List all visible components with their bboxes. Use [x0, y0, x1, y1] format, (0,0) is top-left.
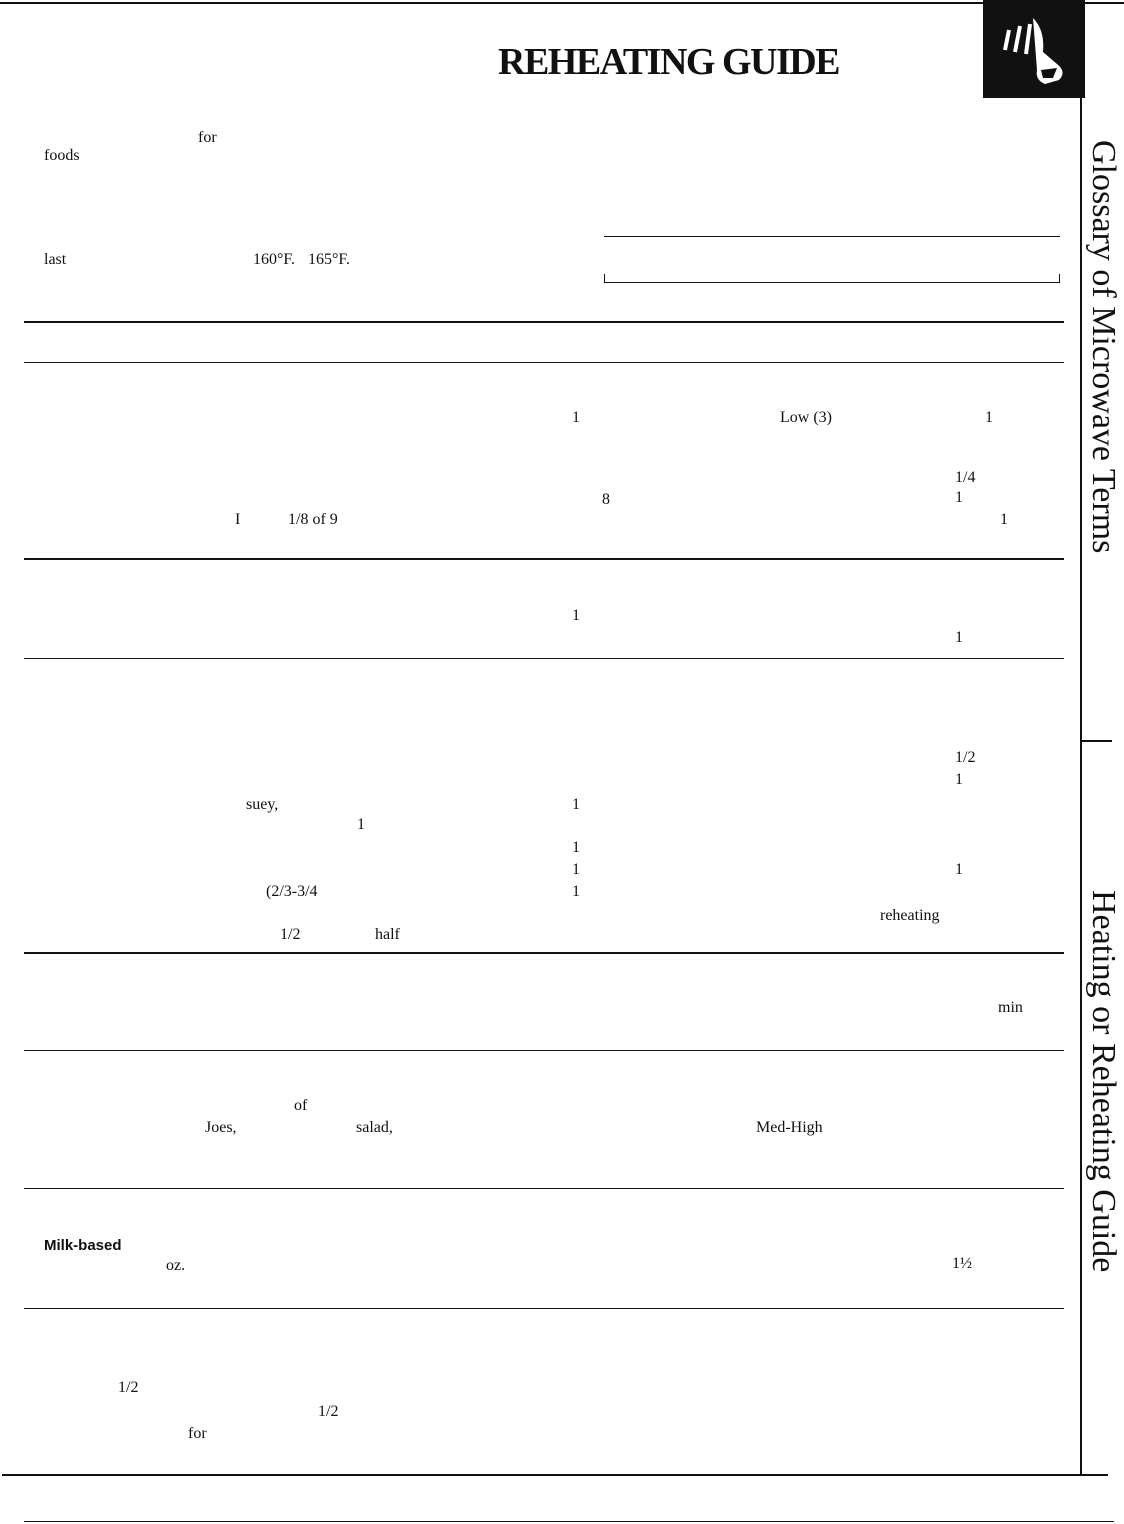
side-divider [1080, 98, 1082, 1476]
row-divider [24, 952, 1064, 954]
cell-text: 1/4 [955, 469, 976, 486]
cell-text: (2/3-3/4 [266, 883, 318, 900]
bottom-rule [2, 1474, 1108, 1476]
cell-text: 1 [1000, 511, 1008, 528]
side-tab-glossary[interactable]: Glossary of Microwave Terms [1085, 140, 1122, 554]
cell-text: for [188, 1425, 207, 1442]
intro-word: 160°F. [253, 251, 296, 268]
table-header-bottom [24, 362, 1064, 363]
cell-text: 1 [955, 489, 963, 506]
cell-text: Med-High [756, 1119, 823, 1136]
cell-text: 1 [357, 816, 365, 833]
intro-word: for [198, 129, 217, 146]
intro-word: 165°F. [308, 251, 351, 268]
side-tab-separator [1082, 740, 1112, 742]
cell-text: salad, [356, 1119, 393, 1136]
cell-text: 1 [572, 607, 580, 624]
page-title: REHEATING GUIDE [498, 41, 840, 83]
note-box-top [604, 236, 1060, 237]
cell-text: 1 [572, 839, 580, 856]
top-border [0, 2, 1124, 4]
cell-text: oz. [166, 1257, 186, 1274]
hand-icon [983, 0, 1085, 98]
cell-text: 1 [572, 796, 580, 813]
cell-text: 1/2 [318, 1403, 339, 1420]
side-tab-reheating[interactable]: Heating or Reheating Guide [1085, 890, 1122, 1273]
cell-text: 1 [955, 861, 963, 878]
cell-text: 1 [955, 629, 963, 646]
note-box-left [604, 274, 605, 283]
cell-text: 1½ [952, 1255, 972, 1272]
row-divider [24, 1188, 1064, 1189]
note-box-bottom [604, 282, 1060, 283]
row-divider [24, 1050, 1064, 1051]
cell-text: 1 [985, 409, 993, 426]
cell-text: I [235, 511, 241, 528]
row-divider [24, 658, 1064, 659]
cell-text: Milk-based [44, 1237, 122, 1254]
cell-text: 1/8 of 9 [288, 511, 338, 528]
cell-text: 1/2 [955, 749, 976, 766]
cell-text: 1 [572, 409, 580, 426]
cell-text: 1/2 [118, 1379, 139, 1396]
cell-text: suey, [246, 796, 279, 813]
intro-word: last [44, 251, 67, 268]
cell-text: 1 [572, 883, 580, 900]
cell-text: Low (3) [780, 409, 832, 426]
cell-text: Joes, [205, 1119, 237, 1136]
note-box-right [1059, 274, 1060, 283]
cell-text: 8 [602, 491, 610, 508]
cell-text: 1 [955, 771, 963, 788]
page-bottom-rule [24, 1521, 1114, 1522]
cell-text: 1 [572, 861, 580, 878]
row-divider [24, 1308, 1064, 1309]
cell-text: half [375, 926, 400, 943]
row-divider [24, 558, 1064, 560]
cell-text: reheating [880, 907, 940, 924]
table-header-top [24, 321, 1064, 323]
cell-text: of [294, 1097, 308, 1114]
cell-text: 1/2 [280, 926, 301, 943]
cell-text: min [998, 999, 1023, 1016]
intro-word: foods [44, 147, 80, 164]
